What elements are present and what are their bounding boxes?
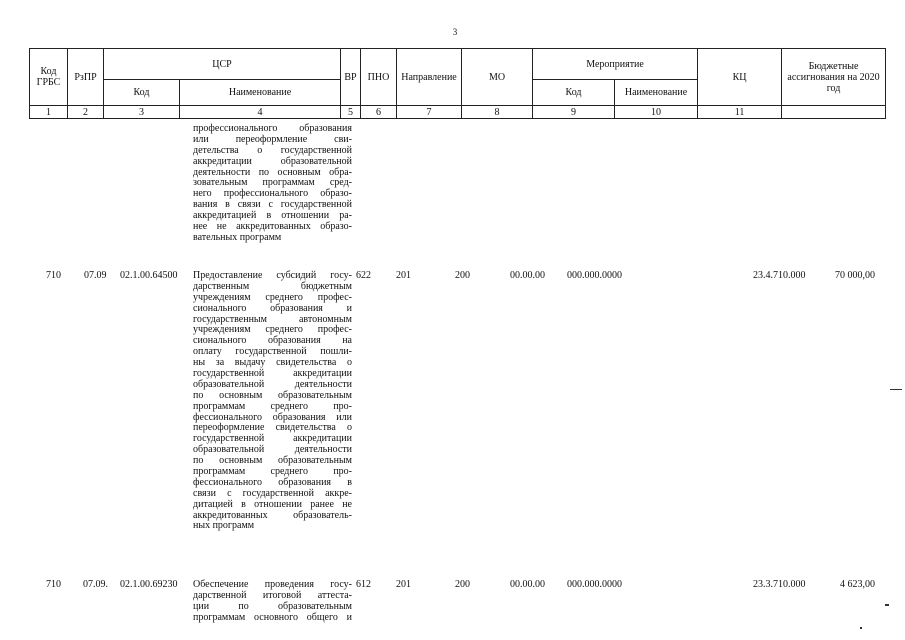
name-line: ции по образовательным — [193, 600, 352, 612]
napravlenie-cell: 200 — [455, 270, 470, 281]
name-line: детельства о государственной — [193, 144, 352, 156]
name-line: нее не аккредитованных образо- — [193, 221, 352, 233]
csr-name-cell — [193, 580, 352, 624]
vr-cell: 622 — [356, 270, 371, 281]
kc-cell: 23.4.710.000 — [753, 270, 806, 281]
header-kc: КЦ — [698, 49, 782, 106]
header-mer-name: Наименование — [615, 80, 698, 106]
name-line: сионального образования и — [193, 302, 352, 314]
name-line: него профессионального образо- — [193, 188, 352, 200]
column-number: 2 — [68, 106, 104, 119]
header-csr-kod: Код — [104, 80, 180, 106]
pno-cell: 201 — [396, 579, 411, 590]
scan-mark — [885, 604, 889, 606]
column-number: 9 — [533, 106, 615, 119]
name-line: аккредитацией в отношении ра- — [193, 210, 352, 222]
csr-code-cell: 02.1.00.69230 — [120, 579, 178, 590]
name-line: вания в связи с государственной — [193, 199, 352, 211]
name-line: переоформление свидетельства о — [193, 422, 352, 434]
header-mer-kod: Код — [533, 80, 615, 106]
name-line: вательных программ — [193, 231, 282, 243]
header-rzpr: РзПР — [68, 49, 104, 106]
mer-kod-cell: 000.000.0000 — [567, 579, 622, 590]
name-line: аккредитации образовательной — [193, 155, 352, 167]
vr-cell: 612 — [356, 579, 371, 590]
column-number — [782, 106, 886, 119]
column-number: 1 — [30, 106, 68, 119]
column-number: 10 — [615, 106, 698, 119]
name-line: Предоставление субсидий госу- — [193, 270, 352, 281]
napravlenie-cell: 200 — [455, 579, 470, 590]
column-number: 5 — [341, 106, 361, 119]
name-line: или переоформление сви- — [193, 133, 352, 145]
mo-cell: 00.00.00 — [510, 579, 545, 590]
header-meropriyatie: Мероприятие — [533, 49, 698, 80]
name-line: учреждениям среднего профес- — [193, 324, 352, 336]
budget-table-header — [29, 48, 886, 119]
column-number: 3 — [104, 106, 180, 119]
name-line: программам среднего про- — [193, 466, 352, 478]
continuation-name — [193, 124, 352, 244]
name-line: учреждениям среднего профес- — [193, 291, 352, 303]
pno-cell: 201 — [396, 270, 411, 281]
scan-mark — [890, 389, 902, 390]
name-line: ных программ — [193, 520, 255, 532]
header-pno: ПНО — [361, 49, 397, 106]
name-line: зовательным программам сред- — [193, 177, 352, 189]
column-number: 6 — [361, 106, 397, 119]
column-number: 8 — [462, 106, 533, 119]
header-csr-name: Наименование — [180, 80, 341, 106]
name-line: государственной аккредитации — [193, 433, 352, 445]
name-line: Обеспечение проведения госу- — [193, 579, 352, 590]
rzpr-cell: 07.09. — [83, 579, 108, 590]
column-number: 11 — [698, 106, 782, 119]
amount-cell: 4 623,00 — [840, 579, 875, 590]
header-napravlenie: Направление — [397, 49, 462, 106]
rzpr-cell: 07.09 — [84, 270, 107, 281]
column-number-row — [30, 106, 886, 119]
grbs-cell: 710 — [46, 270, 61, 281]
name-line: программам среднего про- — [193, 400, 352, 412]
header-csr: ЦСР — [104, 49, 341, 80]
name-line: программам основного общего и — [193, 611, 352, 623]
name-line: дарственной итоговой аттеста- — [193, 589, 352, 601]
name-line: образовательной деятельности — [193, 378, 352, 390]
kc-cell: 23.3.710.000 — [753, 579, 806, 590]
column-number: 7 — [397, 106, 462, 119]
name-line: дитацией в отношении ранее не — [193, 498, 352, 510]
header-mo: МО — [462, 49, 533, 106]
csr-code-cell: 02.1.00.64500 — [120, 270, 178, 281]
name-line: дарственным бюджетным — [193, 280, 352, 292]
name-line: аккредитованных образователь- — [193, 509, 352, 521]
csr-name-cell — [193, 271, 352, 532]
scan-mark — [860, 627, 862, 629]
name-line: государственным автономным — [193, 313, 352, 325]
column-number: 4 — [180, 106, 341, 119]
name-line: профессионального образования — [193, 123, 352, 134]
name-line: оплату государственной пошли- — [193, 346, 352, 358]
name-line: ны за выдачу свидетельства о — [193, 357, 352, 369]
header-budget: Бюджетные ассигнования на 2020 год — [782, 49, 886, 106]
name-line: фессионального образования или — [193, 411, 352, 423]
header-vr: ВР — [341, 49, 361, 106]
name-line: образовательной деятельности — [193, 444, 352, 456]
name-line: государственной аккредитации — [193, 368, 352, 380]
name-line: связи с государственной аккре- — [193, 487, 352, 499]
name-line: по основным образовательным — [193, 455, 352, 467]
mer-kod-cell: 000.000.0000 — [567, 270, 622, 281]
name-line: фессионального образования в — [193, 476, 352, 488]
name-line: деятельности по основным обра- — [193, 166, 352, 178]
amount-cell: 70 000,00 — [835, 270, 875, 281]
name-line: по основным образовательным — [193, 389, 352, 401]
header-kod-grbs: Код ГРБС — [30, 49, 68, 106]
page-number: 3 — [452, 27, 458, 37]
name-line: сионального образования на — [193, 335, 352, 347]
grbs-cell: 710 — [46, 579, 61, 590]
mo-cell: 00.00.00 — [510, 270, 545, 281]
